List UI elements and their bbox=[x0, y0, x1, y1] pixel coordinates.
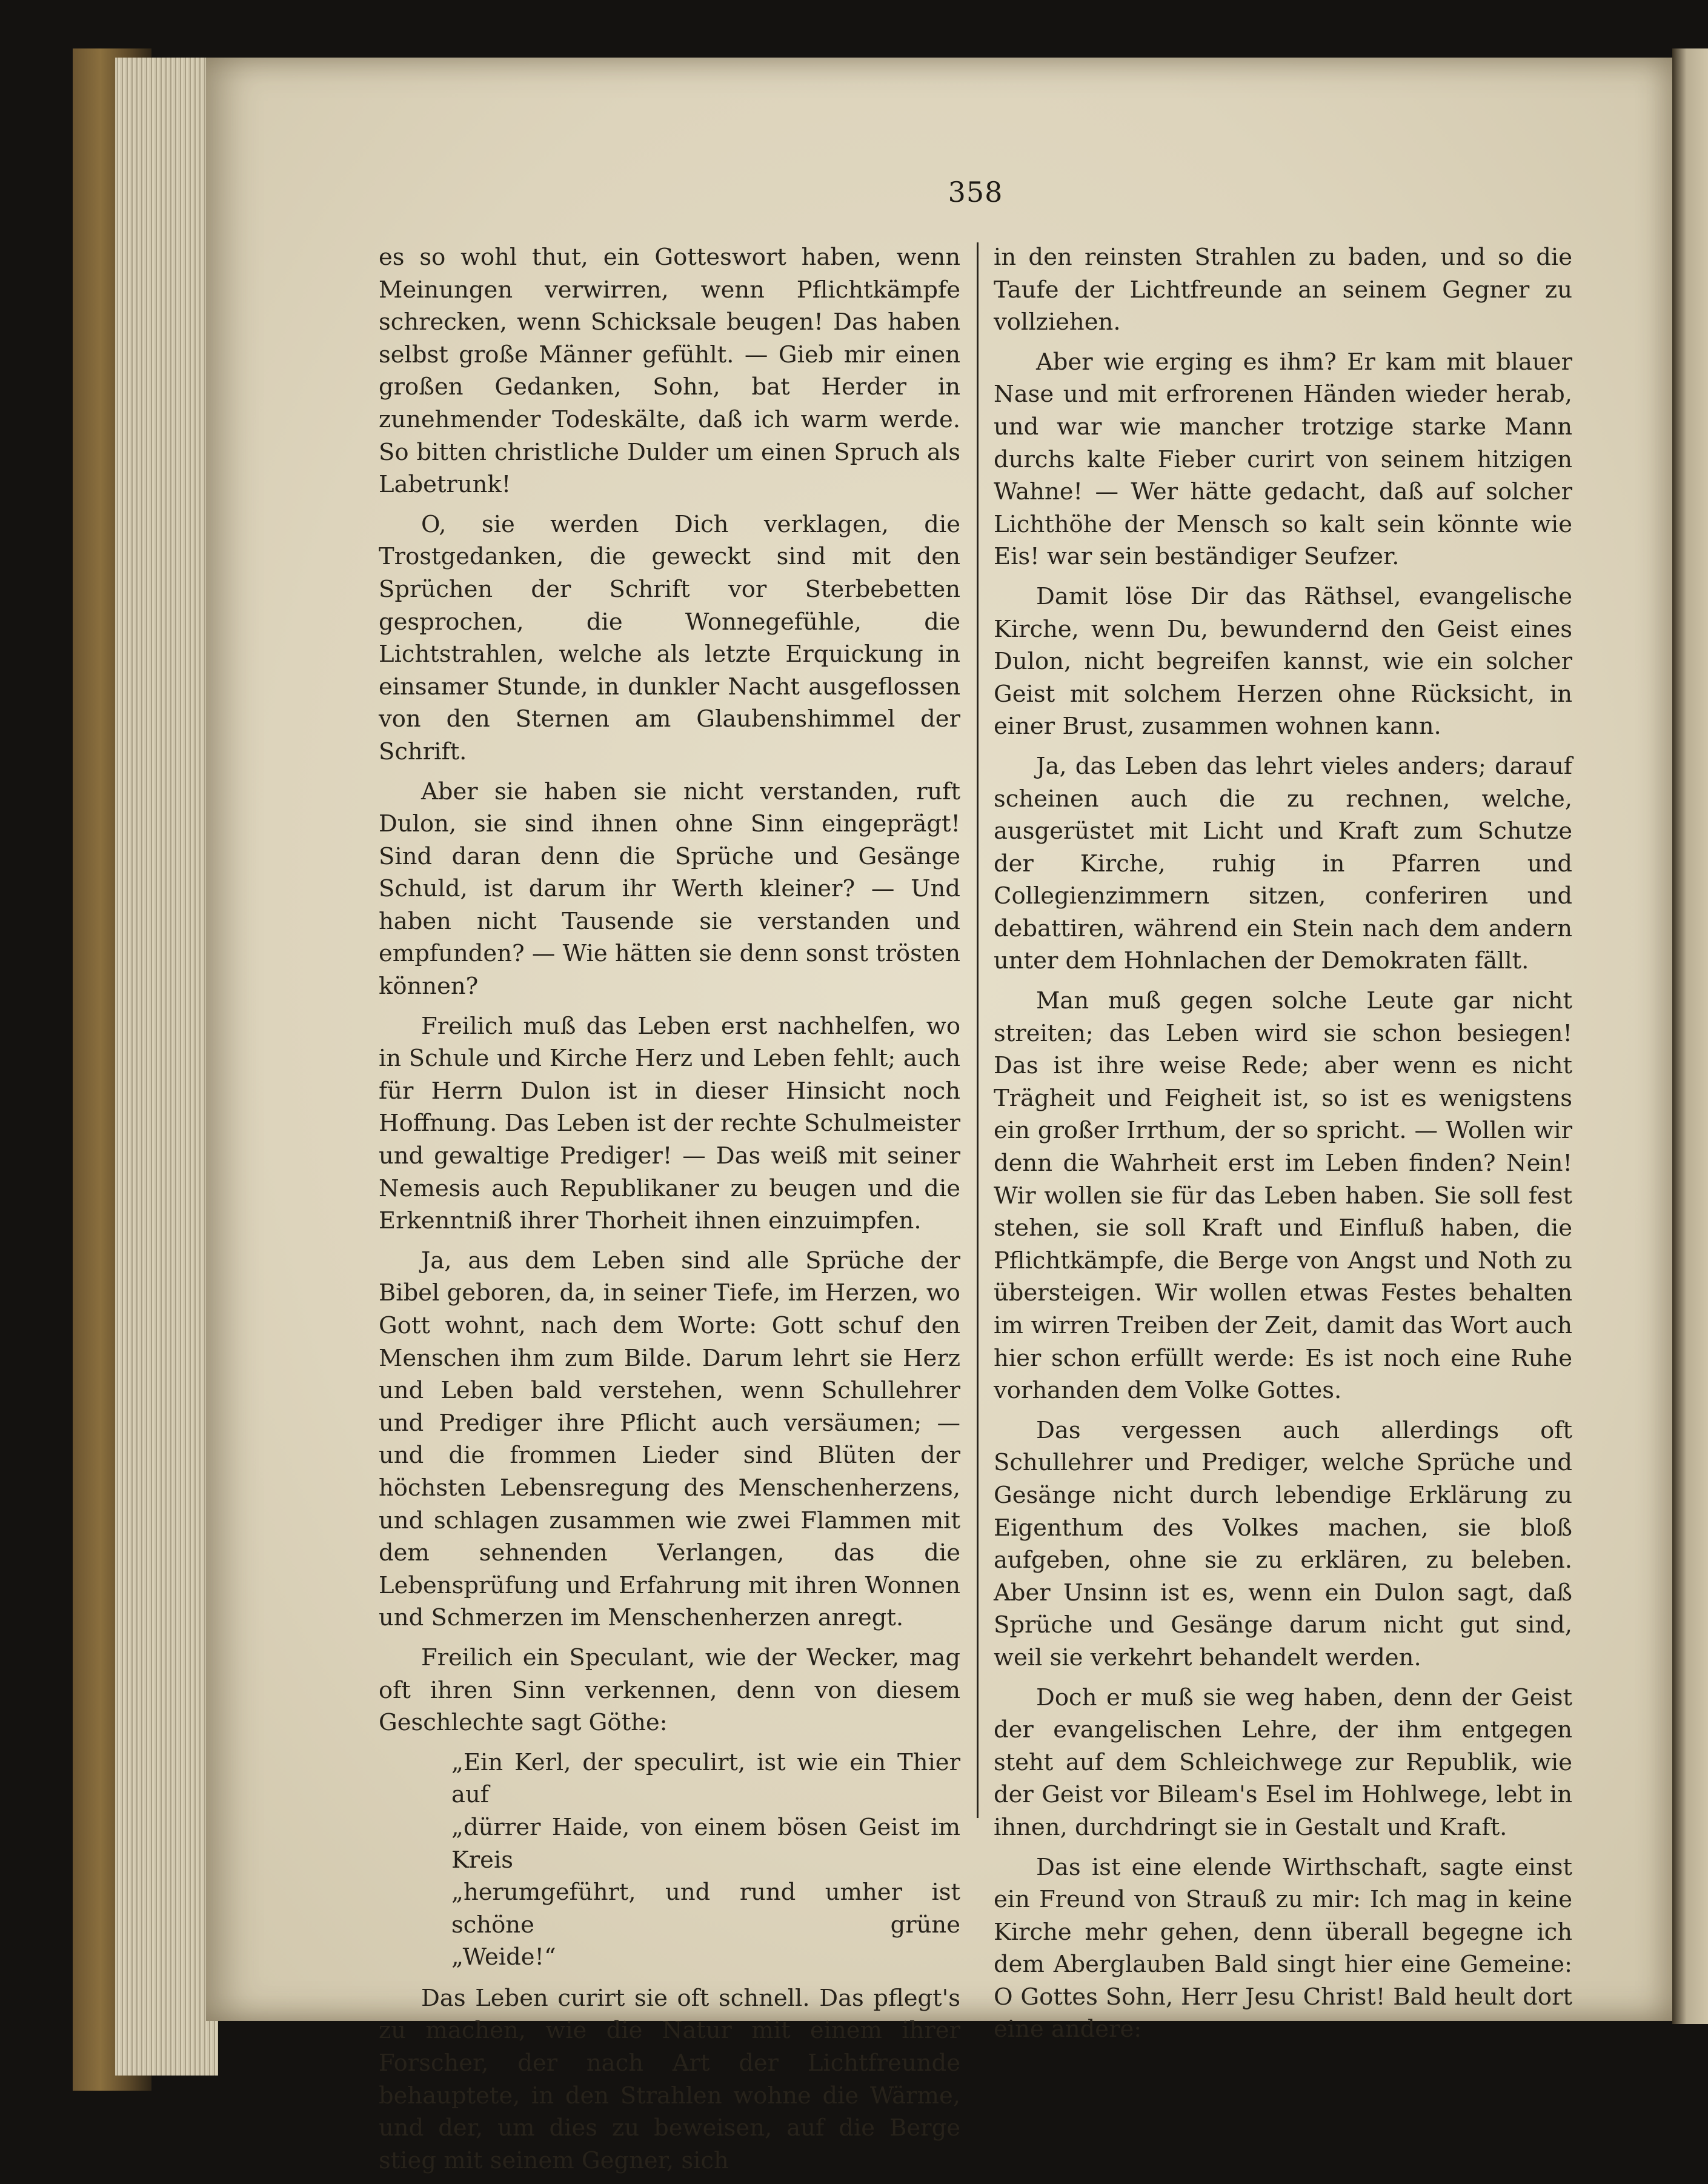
paragraph: Freilich ein Speculant, wie der Wecker, mag oft ihren Sinn verkennen, denn von diesem Geschlechte sagt Göthe: bbox=[379, 1643, 960, 1737]
column-divider bbox=[977, 242, 979, 1818]
page-number: 358 bbox=[948, 176, 1003, 208]
left-column bbox=[379, 241, 960, 2184]
paragraph: Doch er muß sie weg haben, denn der Geist der evangelischen Lehre, der ihm entgegen steht auf dem Schleichwege zur Republik, wie der Geist vor Bileam's Esel im Hohlwege, lebt in ihnen, durchdringt sie in Gestalt und Kraft. bbox=[994, 1683, 1572, 1841]
quote-line: „Weide!“ bbox=[451, 1943, 556, 1971]
paragraph: Das vergessen auch allerdings oft Schullehrer und Prediger, welche Sprüche und Gesänge nicht durch lebendige Erklärung zu Eigenthum des Volkes machen, sie bloß aufgeben, ohne sie zu erklären, zu beleben. Aber Unsinn ist es, wenn ein Dulon sagt, daß Sprüche und Gesänge darum nicht gut sind, weil sie verkehrt behandelt werden. bbox=[994, 1416, 1572, 1671]
paragraph: Ja, das Leben das lehrt vieles anders; darauf scheinen auch die zu rechnen, welche, ausgerüstet mit Licht und Kraft zum Schutze der Kirche, ruhig in Pfarren und Collegienzimmern sitzen, conferiren und debattiren, während ein Stein nach dem andern unter dem Hohnlachen der Demokraten fällt. bbox=[994, 752, 1572, 975]
paragraph: O, sie werden Dich verklagen, die Trostgedanken, die geweckt sind mit den Sprüchen der Schrift vor Sterbebetten gesprochen, die Wonnegefühle, die Lichtstrahlen, welche als letzte Erquickung in einsamer Stunde, in dunkler Nacht ausgeflossen von den Sternen am Glaubenshimmel der Schrift. bbox=[379, 510, 960, 765]
paragraph: Das ist eine elende Wirthschaft, sagte einst ein Freund von Strauß zu mir: Ich mag in keine Kirche mehr gehen, denn überall begegne ich dem Aberglauben Bald singt hier eine Gemeine: O Gottes Sohn, Herr Jesu Christ! Bald heult dort eine andere: bbox=[994, 1853, 1572, 2043]
goethe-quote bbox=[379, 1746, 960, 1974]
paragraph: Aber sie haben sie nicht verstanden, ruft Dulon, sie sind ihnen ohne Sinn eingeprägt! Sind daran denn die Sprüche und Gesänge Schuld, ist darum ihr Werth kleiner? — Und haben nicht Tausende sie verstanden und empfunden? — Wie hätten sie denn sonst trösten können? bbox=[379, 777, 960, 1000]
paragraph: Freilich muß das Leben erst nachhelfen, wo in Schule und Kirche Herz und Leben fehlt; auch für Herrn Dulon ist in dieser Hinsicht noch Hoffnung. Das Leben ist der rechte Schulmeister und gewaltige Prediger! — Das weiß mit seiner Nemesis auch Republikaner zu beugen und die Erkenntniß ihrer Thorheit ihnen einzuimpfen. bbox=[379, 1012, 960, 1235]
paragraph: in den reinsten Strahlen zu baden, und so die Taufe der Lichtfreunde an seinem Gegner zu vollziehen. bbox=[994, 244, 1572, 336]
paragraph: Ja, aus dem Leben sind alle Sprüche der Bibel geboren, da, in seiner Tiefe, im Herzen, wo Gott wohnt, nach dem Worte: Gott schuf den Menschen ihm zum Bilde. Darum lehrt sie Herz und Leben bald verstehen, wenn Schullehrer und Prediger ihre Pflicht auch versäumen; — und die frommen Lieder sind Blüten der höchsten Lebensregung des Menschenherzens, und schlagen zusammen wie zwei Flammen mit dem sehnenden Verlangen, das die Lebensprüfung und Erfahrung mit ihren Wonnen und Schmerzen im Menschenherzen anregt. bbox=[379, 1247, 960, 1632]
paragraph: Aber wie erging es ihm? Er kam mit blauer Nase und mit erfrorenen Händen wieder herab, und war wie mancher trotzige starke Mann durchs kalte Fieber curirt von seinem hitzigen Wahne! — Wer hätte gedacht, daß auf solcher Lichthöhe der Mensch so kalt sein könnte wie Eis! war sein beständiger Seufzer. bbox=[994, 348, 1572, 571]
right-column bbox=[994, 241, 1572, 2053]
paragraph: Damit löse Dir das Räthsel, evangelische Kirche, wenn Du, bewundernd den Geist eines Dulon, nicht begreifen kannst, wie ein solcher Geist mit solchem Herzen ohne Rücksicht, in einer Brust, zusammen wohnen kann. bbox=[994, 582, 1572, 741]
paragraph: Man muß gegen solche Leute gar nicht streiten; das Leben wird sie schon besiegen! Das ist ihre weise Rede; aber wenn es nicht Trägheit und Feigheit ist, so ist es wenigstens ein großer Irrthum, der so spricht. — Wollen wir denn die Wahrheit erst im Leben finden? Nein! Wir wollen sie für das Leben haben. Sie soll fest stehen, sie soll Kraft und Einfluß haben, die Pflichtkämpfe, die Berge von Angst und Noth zu übersteigen. Wir wollen etwas Festes behalten im wirren Treiben der Zeit, damit das Wort auch hier schon erfüllt werde: Es ist noch eine Ruhe vorhanden dem Volke Gottes. bbox=[994, 987, 1572, 1405]
page-edges bbox=[115, 58, 218, 2076]
paragraph: Das Leben curirt sie oft schnell. Das pflegt's zu machen, wie die Natur mit einem ihrer Forscher, der nach Art der Lichtfreunde behauptete, in den Strahlen wohne die Wärme, und der, um dies zu beweisen, auf die Berge stieg mit seinem Gegner, sich bbox=[379, 1984, 960, 2174]
quote-line: „Ein Kerl, der speculirt, ist wie ein Thier auf bbox=[451, 1748, 960, 1809]
facing-page-edge bbox=[1672, 48, 1708, 2024]
paragraph: es so wohl thut, ein Gotteswort haben, wenn Meinungen verwirren, wenn Pflichtkämpfe schrecken, wenn Schicksale beugen! Das haben selbst große Männer gefühlt. — Gieb mir einen großen Gedanken, Sohn, bat Herder in zunehmender Todeskälte, daß ich warm werde. So bitten christliche Dulder um einen Spruch als Labetrunk! bbox=[379, 244, 960, 499]
quote-line: „herumgeführt, und rund umher ist schöne grüne bbox=[451, 1879, 960, 1939]
quote-line: „dürrer Haide, von einem bösen Geist im Kreis bbox=[451, 1813, 960, 1874]
